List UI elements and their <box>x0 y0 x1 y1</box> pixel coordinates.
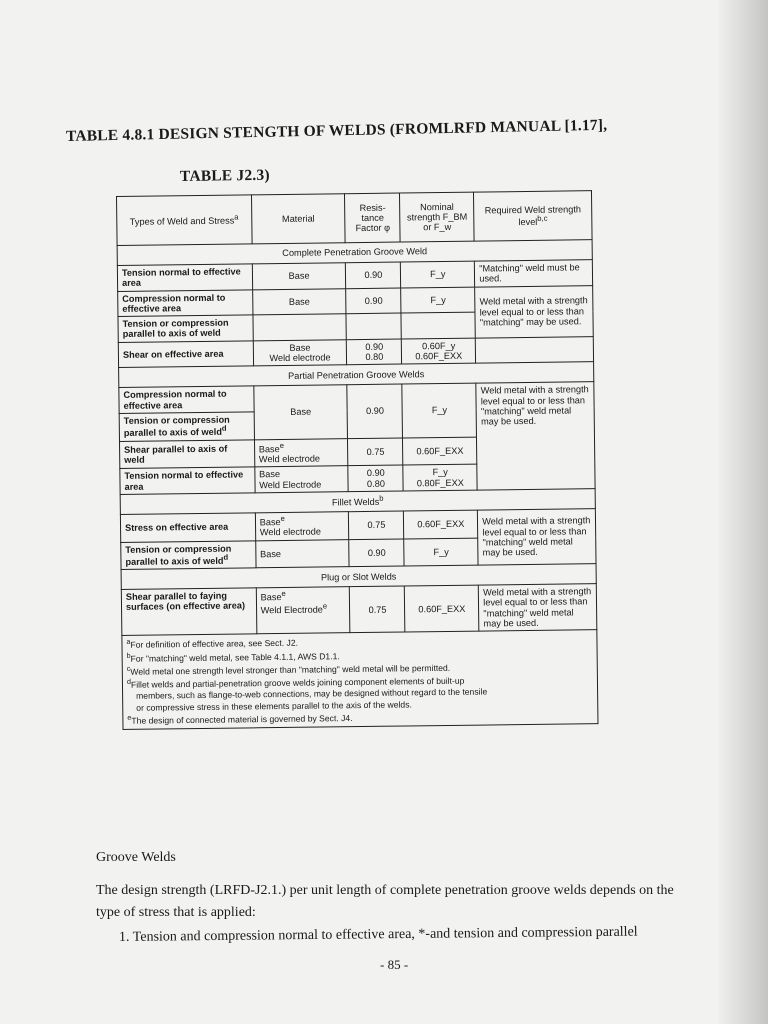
cell-material <box>256 587 350 634</box>
table-row <box>118 285 593 316</box>
cell-type: Compression normal to effective area <box>118 289 253 316</box>
table-row <box>119 382 594 413</box>
list-item: 1. Tension and compression normal to effective area, *-and tension and compression parallel <box>118 924 638 945</box>
phi-line: 0.80 <box>366 478 385 489</box>
cell-phi: 0.90 <box>349 539 404 567</box>
page-edge-shadow <box>718 0 768 1024</box>
cell-phi: 0.90 <box>346 288 401 314</box>
phi-line: 0.80 <box>365 351 384 363</box>
cell-required: "Matching" weld must be used. <box>475 260 593 287</box>
cell-type: Tension normal to effective area <box>120 467 255 494</box>
cell-phi <box>348 465 403 491</box>
footnote-text: The design of connected material is governed by Sect. J4. <box>131 712 353 726</box>
material-line: Base <box>289 342 311 353</box>
material-line: Base <box>258 443 280 454</box>
cell-phi: 0.90 <box>347 384 403 438</box>
phi-line: 0.90 <box>366 468 385 479</box>
cell-phi: 0.75 <box>348 438 403 466</box>
cell-nominal <box>403 464 477 490</box>
cell-type <box>119 412 254 441</box>
cell-type-text: Tension or compression parallel to axis of weld <box>125 543 232 567</box>
cell-phi <box>347 339 402 365</box>
material-sup: e <box>279 440 285 450</box>
table-footnotes <box>122 630 598 729</box>
cell-required: Weld metal with a strength level equal to or less than "matching" weld metal may be used. <box>479 584 597 632</box>
header-type-sup: a <box>234 212 239 222</box>
footnote-d-continued: or compressive stress in these elements parallel to the axis of the welds. <box>136 698 412 713</box>
footnote-mark: c <box>126 664 131 673</box>
phi-line: 0.90 <box>365 341 384 352</box>
table-row <box>121 584 597 636</box>
cell-material <box>254 438 348 467</box>
section-complete-penetration: Complete Penetration Groove Weld <box>117 240 592 266</box>
cell-nominal <box>402 338 476 364</box>
cell-required-empty <box>476 336 594 363</box>
weld-strength-table <box>116 190 598 730</box>
section-fillet-text: Fillet Welds <box>331 497 380 508</box>
table-title-line-1: TABLE 4.8.1 DESIGN STENGTH OF WELDS (FROMLRFD MANUAL [1.17], <box>65 116 608 145</box>
section-plug-slot-welds: Plug or Slot Welds <box>121 564 596 590</box>
section-fillet-sup: b <box>379 493 384 503</box>
footnote-mark: b <box>126 651 131 660</box>
cell-type: Shear on effective area <box>118 341 253 368</box>
cell-material: Base <box>255 539 349 568</box>
footnote-text: For definition of effective area, see Sect. J2. <box>130 638 299 651</box>
cell-required: Weld metal with a strength level equal to or less than "matching" weld metal may be used. <box>476 382 595 490</box>
cell-type <box>121 540 256 569</box>
cell-required: Weld metal with a strength level equal to or less than "matching" weld metal may be used. <box>478 509 596 566</box>
table-footnotes-row <box>122 630 598 729</box>
footnote-text: Fillet welds and partial-penetration groove welds joining component elements of built-up <box>130 675 465 690</box>
cell-material-empty <box>253 314 347 341</box>
cell-material: Base <box>252 288 346 315</box>
cell-phi: 0.75 <box>350 586 405 633</box>
nominal-line: 0.60F_y <box>421 340 456 352</box>
cell-nominal: 0.60F_EXX <box>404 510 478 539</box>
header-required-sup: b,c <box>537 213 548 223</box>
material-line: Weld Electrode <box>259 479 322 490</box>
header-type <box>117 195 252 246</box>
material-sup: e <box>322 600 328 611</box>
header-required <box>474 191 592 241</box>
cell-required: Weld metal with a strength level equal to or less than "matching" may be used. <box>475 285 593 338</box>
cell-phi: 0.90 <box>346 262 401 288</box>
nominal-line: F_y <box>432 467 448 478</box>
cell-nominal: F_y <box>401 261 475 287</box>
cell-type: Tension or compression parallel to axis of weld <box>118 315 253 342</box>
table-row <box>120 509 595 542</box>
cell-type: Shear parallel to axis of weld <box>119 439 254 468</box>
material-line: Weld electrode <box>269 352 331 364</box>
cell-material: Base <box>254 385 348 439</box>
section-heading-groove-welds: Groove Welds <box>96 850 176 865</box>
material-sup: e <box>281 589 286 599</box>
header-required-text: Required Weld strength level <box>484 203 582 228</box>
cell-phi-empty <box>346 313 401 339</box>
header-resistance: Resis- tance Factor φ <box>345 193 400 243</box>
cell-nominal: 0.60F_EXX <box>403 437 477 466</box>
cell-material <box>253 339 347 366</box>
table-title-line-2: TABLE J2.3) <box>179 166 270 185</box>
header-material: Material <box>251 194 345 244</box>
cell-type-text: Tension or compression parallel to axis of weld <box>123 414 230 439</box>
nominal-line: 0.60F_EXX <box>415 350 463 362</box>
header-nominal: Nominal strength F_BM or F_w <box>400 192 474 242</box>
footnote-mark: d <box>126 677 131 686</box>
footnote-text: For "matching" weld metal, see Table 4.1.1, AWS D1.1. <box>130 650 340 664</box>
material-line: Base <box>260 592 282 603</box>
material-line: Weld electrode <box>259 526 321 538</box>
footnote-d-continued: members, such as flange-to-web connections, may be designed without regard to the tensile <box>136 686 488 701</box>
footnote-mark: a <box>126 638 131 647</box>
cell-nominal: F_y <box>401 287 475 313</box>
header-type-text: Types of Weld and Stress <box>129 215 235 227</box>
material-sup: e <box>280 513 285 523</box>
cell-material <box>254 466 348 493</box>
cell-nominal: 0.60F_EXX <box>405 585 479 632</box>
cell-type: Shear parallel to faying surfaces (on effective area) <box>121 588 256 636</box>
material-line: Weld Electrode <box>260 604 323 615</box>
material-line: Base <box>259 516 281 528</box>
page-number: - 85 - <box>380 957 409 972</box>
cell-material: Base <box>252 263 346 290</box>
cell-nominal: F_y <box>404 538 478 567</box>
nominal-line: 0.80F_EXX <box>416 477 464 488</box>
cell-type-sup: d <box>221 423 227 433</box>
material-line: Weld electrode <box>258 453 321 465</box>
cell-material <box>255 512 349 541</box>
body-paragraph: The design strength (LRFD-J2.1.) per unit length of complete penetration groove welds depends on the type of stress that is applied: <box>96 883 674 920</box>
footnote-text: Weld metal one strength level stronger than "matching" weld metal will be permitted. <box>130 662 451 677</box>
cell-nominal-empty <box>401 312 475 338</box>
cell-type: Compression normal to effective area <box>119 386 254 413</box>
cell-nominal: F_y <box>402 383 477 437</box>
cell-phi: 0.75 <box>349 511 404 539</box>
weld-strength-table-container <box>116 190 598 730</box>
cell-type: Stress on effective area <box>120 513 255 542</box>
material-line: Base <box>259 469 281 480</box>
footnote-mark: e <box>127 713 132 722</box>
cell-type-sup: d <box>223 552 229 562</box>
cell-type: Tension normal to effective area <box>117 264 252 291</box>
section-partial-penetration: Partial Penetration Groove Welds <box>119 362 594 388</box>
table-header-row <box>117 191 593 246</box>
